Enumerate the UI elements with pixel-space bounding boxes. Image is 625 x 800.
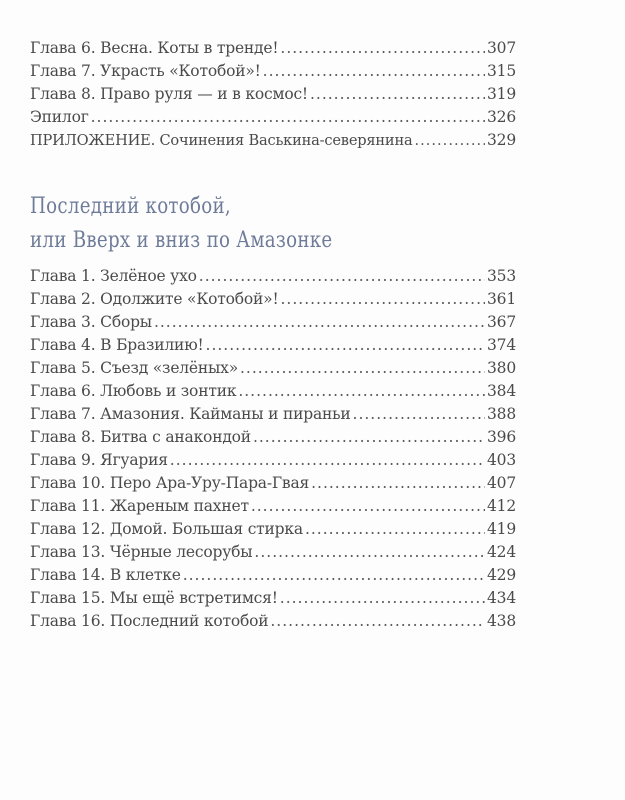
entry-title: Глава 6. Любовь и зонтик: [30, 382, 237, 400]
entry-title: ПРИЛОЖЕНИЕ. Сочинения Васькина-северянина: [30, 132, 413, 149]
toc-entry: [30, 587, 516, 610]
dot-leader: [183, 564, 485, 587]
toc-entry: [30, 610, 516, 633]
toc-entry: [30, 106, 516, 129]
entry-title: Глава 16. Последний котобой: [30, 612, 269, 630]
dot-leader: [253, 426, 485, 449]
dot-leader: [311, 472, 485, 495]
entry-title: Глава 1. Зелёное ухо: [30, 267, 197, 285]
dot-leader: [254, 541, 485, 564]
dot-leader: [414, 129, 485, 152]
page-number: 438: [487, 612, 516, 630]
toc-entry: [30, 357, 516, 380]
page-number: 429: [487, 566, 516, 584]
toc-entry: [30, 37, 516, 60]
dot-leader: [305, 518, 485, 541]
page-number: 367: [487, 313, 516, 331]
toc-entry: [30, 564, 516, 587]
page-number: 396: [487, 428, 516, 446]
toc-entry: [30, 83, 516, 106]
toc-entry: [30, 380, 516, 403]
toc-entry: [30, 60, 516, 83]
dot-leader: [240, 357, 485, 380]
page-number: 329: [487, 131, 516, 149]
dot-leader: [280, 37, 485, 60]
toc-entry: [30, 129, 516, 152]
toc-list-part2: [30, 265, 516, 633]
dot-leader: [280, 587, 485, 610]
toc-entry: [30, 541, 516, 564]
entry-title: Глава 9. Ягуария: [30, 451, 168, 469]
entry-title: Глава 6. Весна. Коты в тренде!: [30, 39, 279, 57]
page-number: 407: [487, 474, 516, 492]
toc-entry: [30, 472, 516, 495]
page-number: 419: [487, 520, 516, 538]
section-title-line2: или Вверх и вниз по Амазонке: [30, 228, 333, 253]
section-title-line1: Последний котобой,: [30, 194, 231, 219]
dot-leader: [280, 288, 485, 311]
page-number: 380: [487, 359, 516, 377]
entry-title: Глава 8. Право руля — и в космос!: [30, 85, 308, 103]
toc-entry: [30, 403, 516, 426]
dot-leader: [353, 403, 485, 426]
dot-leader: [251, 495, 485, 518]
page-number: 353: [487, 267, 516, 285]
page-number: 307: [487, 39, 516, 57]
entry-title: Глава 2. Одолжите «Котобой»!: [30, 290, 279, 308]
page-number: 403: [487, 451, 516, 469]
entry-title: Глава 7. Украсть «Котобой»!: [30, 62, 261, 80]
page-number: 424: [487, 543, 516, 561]
entry-title: Глава 12. Домой. Большая стирка: [30, 520, 303, 538]
page-number: 374: [487, 336, 516, 354]
dot-leader: [91, 106, 485, 129]
toc-entry: [30, 265, 516, 288]
page-number: 315: [487, 62, 516, 80]
toc-list-part1: [30, 37, 516, 152]
entry-title: Эпилог: [30, 108, 89, 126]
entry-title: Глава 13. Чёрные лесорубы: [30, 543, 253, 561]
dot-leader: [154, 311, 485, 334]
entry-title: Глава 5. Съезд «зелёных»: [30, 359, 238, 377]
entry-title: Глава 3. Сборы: [30, 313, 152, 331]
dot-leader: [310, 83, 485, 106]
page-number: 412: [487, 497, 516, 515]
toc-entry: [30, 288, 516, 311]
page-number: 361: [487, 290, 516, 308]
dot-leader: [238, 380, 485, 403]
toc-entry: [30, 311, 516, 334]
entry-title: Глава 15. Мы ещё встретимся!: [30, 589, 278, 607]
page-number: 319: [487, 85, 516, 103]
toc-entry: [30, 495, 516, 518]
page-number: 388: [487, 405, 516, 423]
dot-leader: [199, 265, 485, 288]
toc-entry: [30, 449, 516, 472]
page-number: 326: [487, 108, 516, 126]
entry-title: Глава 4. В Бразилию!: [30, 336, 204, 354]
toc-entry: [30, 426, 516, 449]
toc-entry: [30, 334, 516, 357]
page-number: 434: [487, 589, 516, 607]
dot-leader: [263, 60, 485, 83]
page-number: 384: [487, 382, 516, 400]
entry-title: Глава 14. В клетке: [30, 566, 181, 584]
toc-entry: [30, 518, 516, 541]
section-title: [30, 190, 359, 258]
dot-leader: [170, 449, 485, 472]
entry-title: Глава 11. Жареным пахнет: [30, 497, 249, 515]
entry-title: Глава 7. Амазония. Кайманы и пираньи: [30, 405, 351, 423]
entry-title: Глава 10. Перо Ара-Уру-Пара-Гвая: [30, 474, 310, 492]
dot-leader: [206, 334, 485, 357]
entry-title: Глава 8. Битва с анакондой: [30, 428, 251, 446]
dot-leader: [270, 610, 485, 633]
